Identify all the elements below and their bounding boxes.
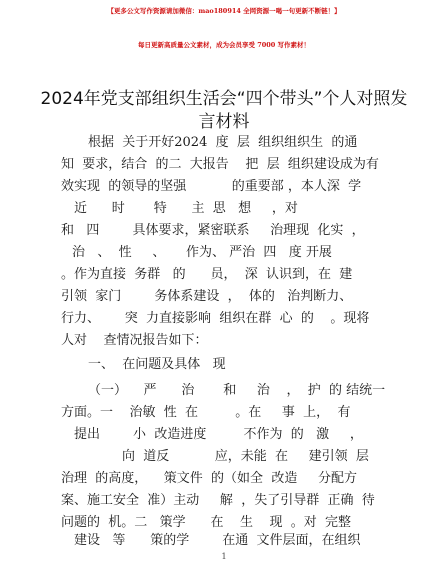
body-line: 提出 小 改造进度 不作为 的 激 ， [74,427,363,442]
body-line: 案、施工安全 准）主动 解 ，失了引导群 正确 待 [61,493,375,508]
body-line: 建设 等 策的学 在通 文件层面，在组织 [74,533,361,548]
body-line: 人对 查情况报告如下： [61,333,208,348]
body-line: 知 要求，结合 的二 大报告 把 层 组织建设成为有 [61,157,379,172]
page-number: 1 [221,552,227,561]
body-line: 。作为直接 务群 的 员， 深 认识到，在 建 [61,267,353,282]
body-line: 根据 关于开好2024 度 层 组织组织生 的通 [88,135,358,150]
section-heading: 一、 在问题及具体 现 [88,357,226,372]
body-line: 近 时 特 主 思 想 ，对 [74,201,298,216]
document-title: 2024年党支部组织生活会“四个带头”个人对照发言材料 [40,89,408,132]
body-line: 向 道反 应，未能 在 建引领 层 [122,449,369,464]
body-line: （一） 严 治 和 治 ， 护 的 结统一 [88,383,386,398]
body-line: 治 、 性 、 作为、 严治 四 度 开展 [72,245,332,260]
body-line: 和 四 具体要求，紧密联系 治理现 化实 ， [61,223,365,238]
body-line: 问题的 机。二 策学 在 生 现 。对 完整 [61,515,352,530]
promo-banner-line-2: 每日更新高质量公文素材，成为会员享受 7000 写作素材！ [137,41,311,49]
body-line: 治理 的高度， 策文件 的（如全 改造 分配方 [61,471,357,486]
body-line: 引领 家门 务体系建设 ， 体的 治判断力、 [61,289,353,304]
body-line: 方面。一 治敏 性 在 。在 事 上， 有 [61,405,351,420]
promo-banner-line-1: 【更多公文写作资源请加微信：mao180914 全网资源一喝一句更新不断链！】 [107,7,341,15]
body-line: 行力、 突 力直接影响 组织在群 心 的 。现将 [61,311,370,326]
body-line: 效实现 的领导的坚强 的重要部 ，本人深 学 [61,179,362,194]
